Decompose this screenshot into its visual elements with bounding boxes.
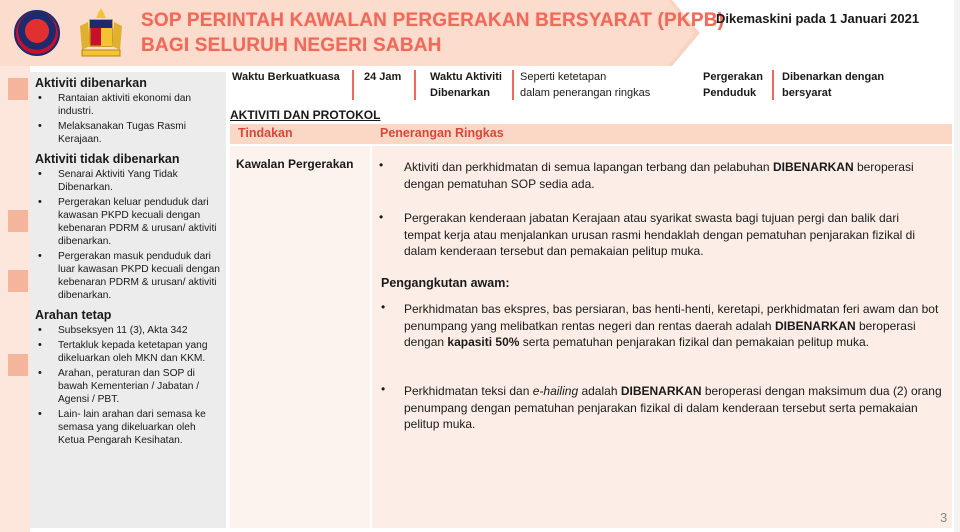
movement-value-1: Dibenarkan dengan <box>782 71 885 83</box>
movement-value-2: bersyarat <box>782 87 832 99</box>
paragraph-buses <box>404 301 944 351</box>
activity-time-value-1: Seperti ketetapan <box>520 71 607 83</box>
text-run: beroperasi dengan <box>404 318 916 349</box>
sidebar-heading-not-allowed: Aktiviti tidak dibenarkan <box>35 152 180 166</box>
police-logo-icon <box>14 10 60 56</box>
activity-time-value-2: dalam penerangan ringkas <box>520 87 651 99</box>
strip-marker <box>8 270 28 292</box>
activity-time-label-1: Waktu Aktiviti <box>430 71 502 83</box>
table-header <box>230 124 952 144</box>
bullet: • <box>379 210 384 224</box>
not-allowed-list <box>35 168 220 302</box>
text-run: Perkhidmatan teksi dan <box>404 384 533 398</box>
row-label: Kawalan Pergerakan <box>236 157 354 171</box>
list-item: • Rantaian aktiviti ekonomi dan industri. <box>35 92 220 118</box>
movement-label-2: Penduduk <box>703 87 757 99</box>
activity-time-label-2: Dibenarkan <box>430 87 490 99</box>
divider <box>352 70 354 100</box>
paragraph-airports <box>404 159 944 192</box>
list-item: • Pergerakan masuk penduduk dari luar kawasan PKPD kecuali dengan kebenaran PDRM & urusan/ aktiviti dibenarkan. <box>35 250 220 302</box>
allowed-list <box>35 92 220 146</box>
text-run: serta pematuhan penjarakan fizikal dan pemakaian pelitup muka. <box>519 335 869 349</box>
page-number: 3 <box>940 510 948 525</box>
text-run: beroperasi dengan maksimum dua (2) orang penumpang dengan pematuhan penjarakan fizikal di dalam kenderaan tersebut serta pemakaian pelitup muka. <box>404 384 942 431</box>
table-col-action <box>230 146 370 528</box>
strip-marker <box>8 354 28 376</box>
sidebar-heading-standing-orders: Arahan tetap <box>35 308 112 322</box>
paragraph-taxi <box>404 383 944 433</box>
effective-time-value: 24 Jam <box>364 71 402 83</box>
col-header-description: Penerangan Ringkas <box>380 126 504 140</box>
updated-date: Dikemaskini pada 1 Januari 2021 <box>716 11 920 26</box>
bullet: • <box>381 382 386 396</box>
page-edge <box>954 0 960 532</box>
text-run: Perkhidmatan bas ekspres, bas persiaran, bas henti-henti, keretapi, perkhidmatan feri awam dan bot penumpang yang melibatkan rentas negeri dan rentas daerah adalah <box>404 302 939 333</box>
col-header-action: Tindakan <box>238 126 293 140</box>
list-item: • Arahan, peraturan dan SOP di bawah Kementerian / Jabatan / Agensi / PBT. <box>35 367 220 406</box>
divider <box>414 70 416 100</box>
list-item: • Tertakluk kepada ketetapan yang dikeluarkan oleh MKN dan KKM. <box>35 339 220 365</box>
text-run: Aktiviti dan perkhidmatan di semua lapangan terbang dan pelabuhan <box>404 160 773 174</box>
list-item: • Subseksyen 11 (3), Akta 342 <box>35 324 220 337</box>
strip-marker <box>8 78 28 100</box>
coat-of-arms-icon <box>72 6 130 60</box>
movement-label-1: Pergerakan <box>703 71 763 83</box>
page-subtitle: BAGI SELURUH NEGERI SABAH <box>141 35 442 56</box>
text-emphasis: DIBENARKAN <box>772 160 854 174</box>
list-item: • Senarai Aktiviti Yang Tidak Dibenarkan. <box>35 168 220 194</box>
paragraph-gov-vehicles: Pergerakan kenderaan jabatan Kerajaan atau syarikat swasta bagi tujuan pergi dan balik dari tempat kerja atau menjalankan urusan rasmi hendaklah dengan pematuhan penjarakan fizikal di dalam kenderaan tersebut dan pemakaian pelitup muka. <box>404 211 915 258</box>
strip-marker <box>8 210 28 232</box>
sidebar-panel <box>30 72 226 528</box>
effective-time-label: Waktu Berkuatkuasa <box>232 71 340 83</box>
list-item: • Lain- lain arahan dari semasa ke semasa yang dikeluarkan oleh Ketua Pengarah Kesihatan. <box>35 408 220 447</box>
text-run: adalah <box>578 384 621 398</box>
text-italic: e-hailing <box>532 384 579 398</box>
text-emphasis: DIBENARKAN <box>620 384 702 398</box>
text-run: beroperasi dengan pematuhan SOP sedia ada. <box>404 160 914 191</box>
list-item: • Melaksanakan Tugas Rasmi Kerajaan. <box>35 120 220 146</box>
section-title: AKTIVITI DAN PROTOKOL <box>230 108 381 122</box>
sidebar-heading-allowed: Aktiviti dibenarkan <box>35 76 147 90</box>
page-title: SOP PERINTAH KAWALAN PERGERAKAN BERSYARAT (PKPB) <box>141 10 725 31</box>
left-decor-strip <box>0 66 30 532</box>
bullet: • <box>379 158 384 172</box>
text-emphasis: DIBENARKAN <box>774 318 856 333</box>
text-emphasis: kapasiti 50% <box>447 335 520 349</box>
list-item: • Pergerakan keluar penduduk dari kawasan PKPD kecuali dengan kebenaran PDRM & urusan/ aktiviti dibenarkan. <box>35 196 220 248</box>
divider <box>772 70 774 100</box>
bullet: • <box>381 300 386 314</box>
divider <box>512 70 514 100</box>
standing-orders-list <box>35 324 220 447</box>
public-transport-heading: Pengangkutan awam: <box>381 276 510 290</box>
